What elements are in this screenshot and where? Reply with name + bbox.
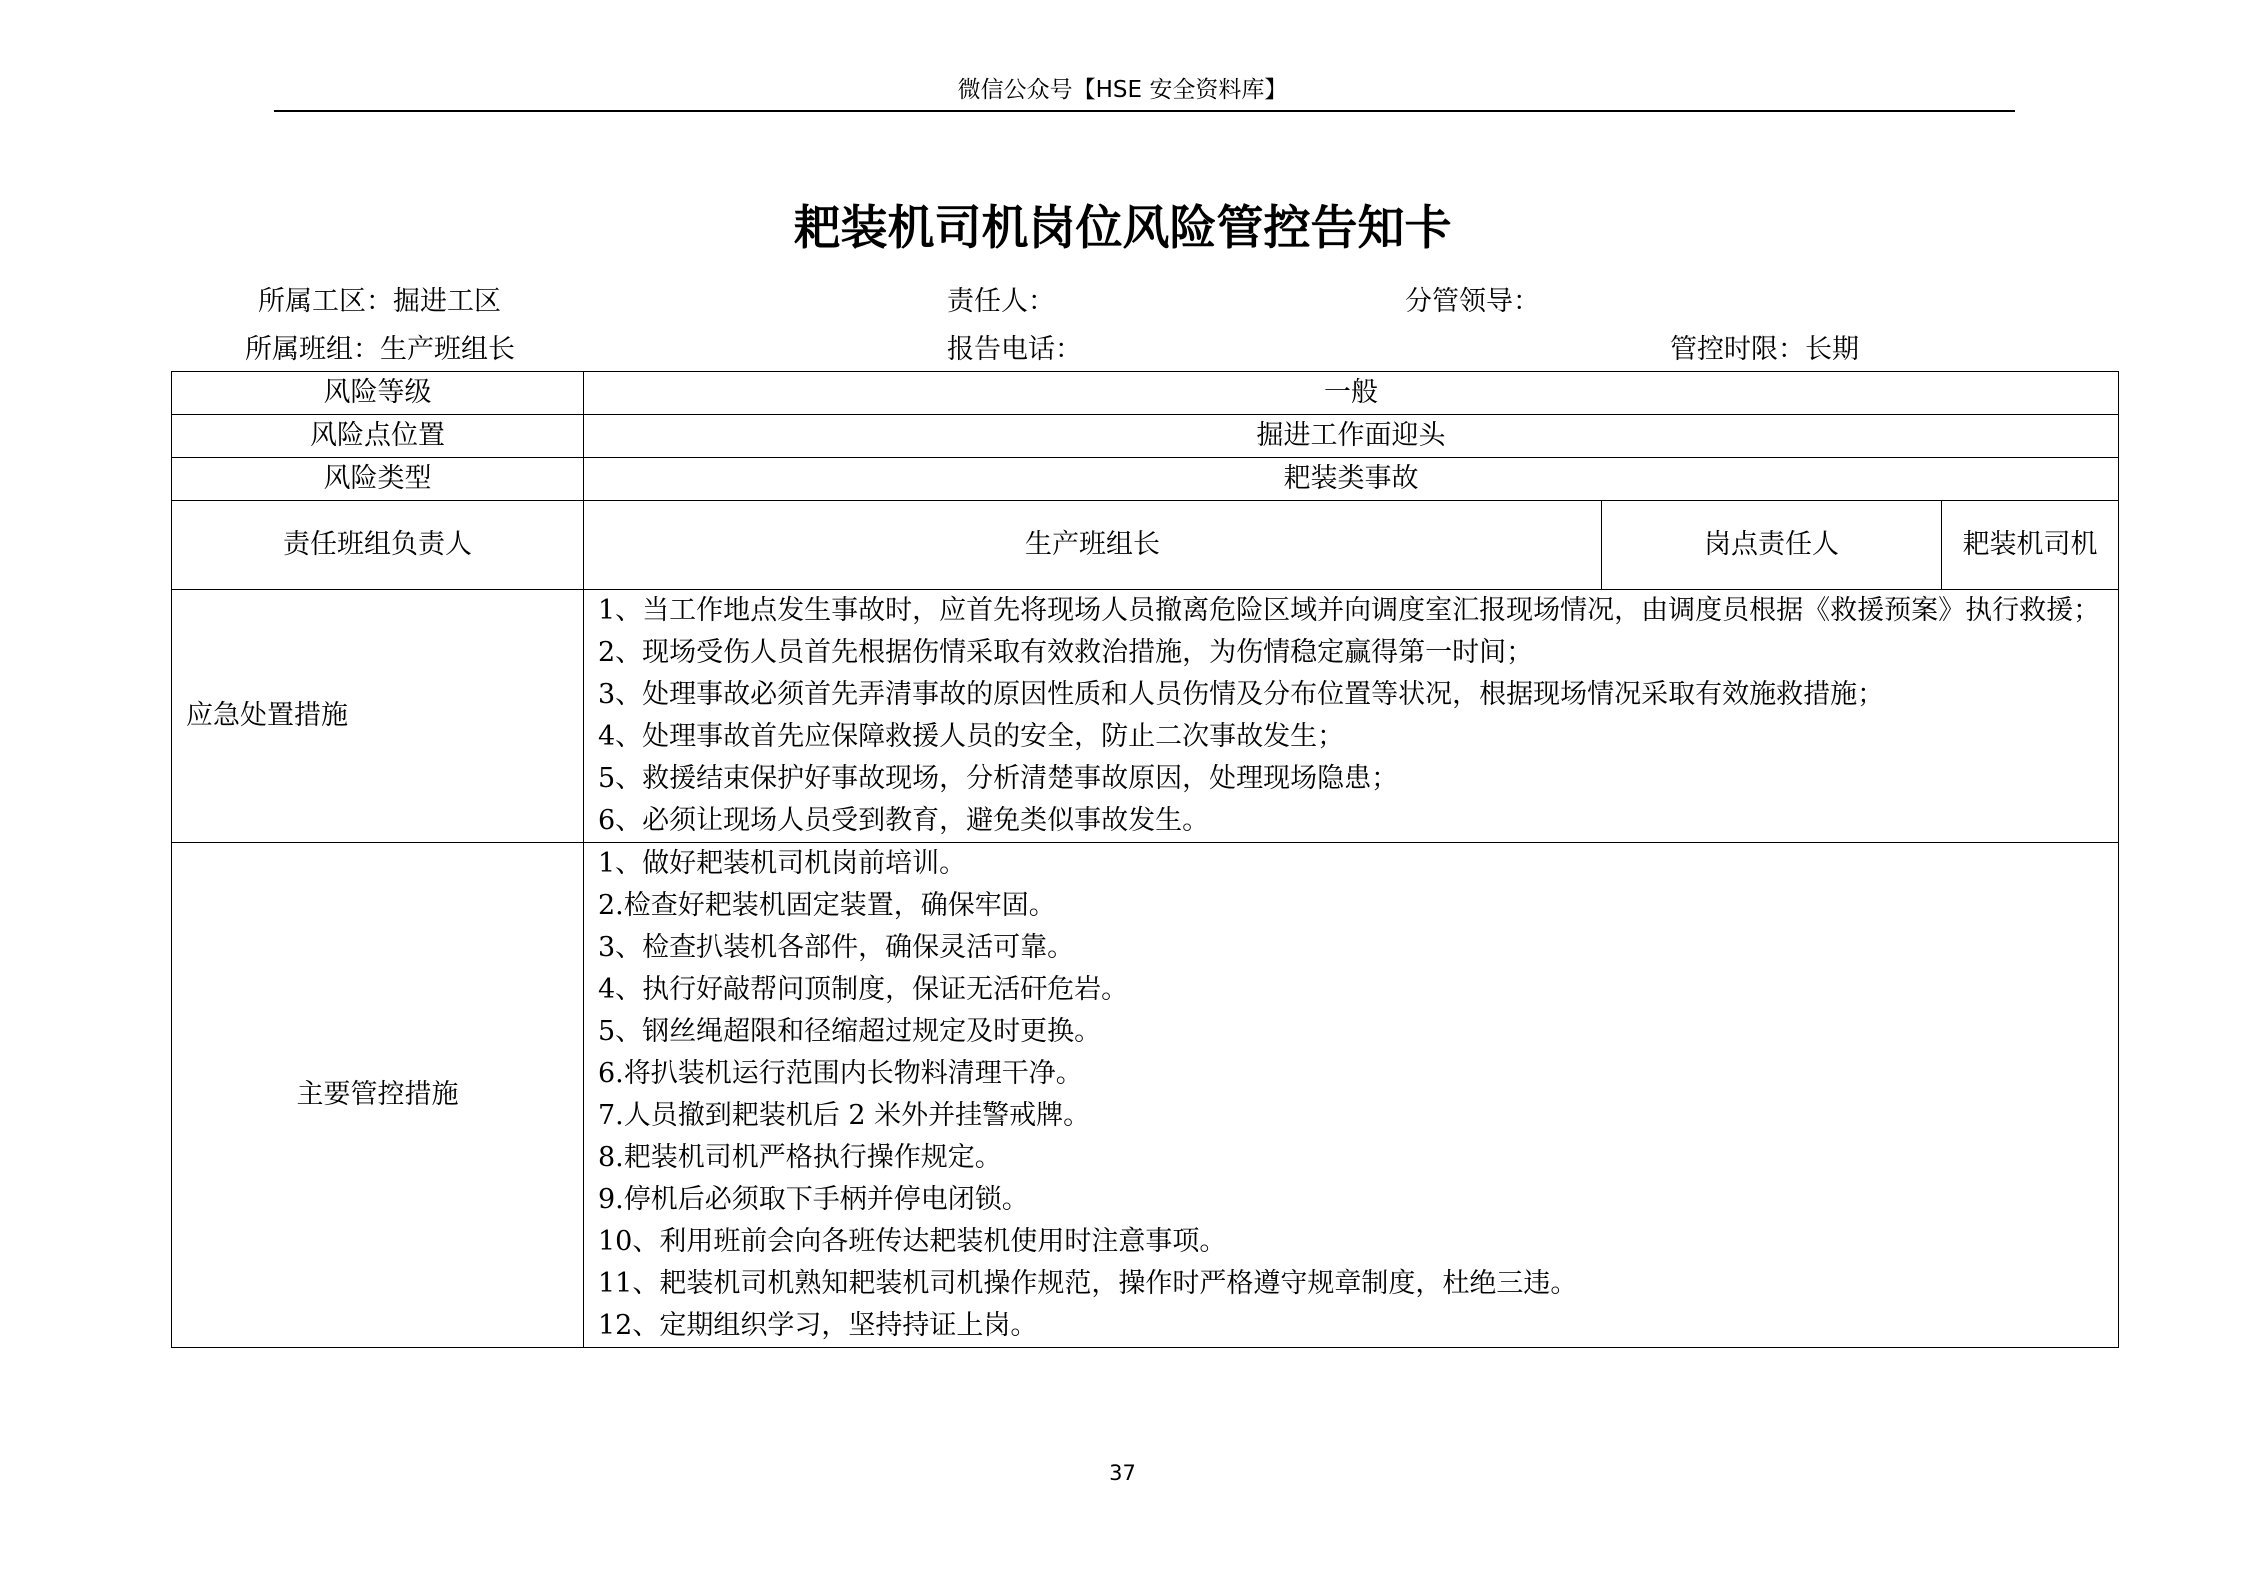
meta-responsible: 责任人： [947, 286, 1055, 317]
page-header: 微信公众号【HSE 安全资料库】 [957, 77, 1288, 103]
control-item: 9.停机后必须取下手柄并停电闭锁。 [598, 1184, 1029, 1215]
row-emergency [172, 590, 2119, 843]
control-item: 3、检查扒装机各部件，确保灵活可靠。 [598, 932, 1075, 963]
control-measures [584, 843, 2119, 1348]
row-risk-location [172, 415, 2119, 458]
risk-location-value: 掘进工作面迎头 [584, 415, 2119, 458]
team-leader-value: 生产班组长 [584, 501, 1602, 590]
control-item: 2.检查好耙装机固定装置，确保牢固。 [598, 890, 1056, 921]
team-leader-label: 责任班组负责人 [172, 501, 584, 590]
risk-level-value: 一般 [584, 372, 2119, 415]
risk-type-label: 风险类型 [172, 458, 584, 501]
control-item: 8.耙装机司机严格执行操作规定。 [598, 1142, 1002, 1173]
meta-leader: 分管领导： [1405, 286, 1540, 317]
meta-period: 管控时限：长期 [1670, 334, 1859, 365]
emergency-item: 2、现场受伤人员首先根据伤情采取有效救治措施，为伤情稳定赢得第一时间； [598, 637, 1534, 668]
control-item: 6.将扒装机运行范围内长物料清理干净。 [598, 1058, 1083, 1089]
emergency-item: 3、处理事故必须首先弄清事故的原因性质和人员伤情及分布位置等状况，根据现场情况采取有效施救措施； [598, 679, 1885, 710]
control-item: 7.人员撤到耙装机后 2 米外并挂警戒牌。 [598, 1100, 1091, 1131]
page-number: 37 [1109, 1461, 1136, 1485]
control-item: 11、耙装机司机熟知耙装机司机操作规范，操作时严格遵守规章制度，杜绝三违。 [598, 1268, 1578, 1299]
control-item: 12、定期组织学习，坚持持证上岗。 [598, 1310, 1038, 1341]
emergency-item: 4、处理事故首先应保障救援人员的安全，防止二次事故发生； [598, 721, 1345, 752]
control-item: 4、执行好敲帮问顶制度，保证无活矸危岩。 [598, 974, 1129, 1005]
emergency-measures [584, 590, 2119, 843]
emergency-item: 1、当工作地点发生事故时，应首先将现场人员撤离危险区域并向调度室汇报现场情况，由调度员根据《救援预案》执行救援； [598, 595, 2101, 626]
meta-area: 所属工区：掘进工区 [258, 286, 501, 317]
post-responsible-label: 岗点责任人 [1602, 501, 1942, 590]
meta-phone: 报告电话： [947, 334, 1082, 365]
control-item: 10、利用班前会向各班传达耙装机使用时注意事项。 [598, 1226, 1227, 1257]
risk-type-value: 耙装类事故 [584, 458, 2119, 501]
emergency-item: 6、必须让现场人员受到教育，避免类似事故发生。 [598, 805, 1210, 836]
risk-card-table [171, 371, 2119, 1348]
risk-location-label: 风险点位置 [172, 415, 584, 458]
emergency-item: 5、救援结束保护好事故现场，分析清楚事故原因，处理现场隐患； [598, 763, 1399, 794]
header-rule [274, 110, 2015, 112]
controls-label: 主要管控措施 [172, 843, 584, 1348]
post-responsible-value: 耙装机司机 [1942, 501, 2119, 590]
meta-team: 所属班组：生产班组长 [245, 334, 515, 365]
row-risk-level [172, 372, 2119, 415]
control-item: 1、做好耙装机司机岗前培训。 [598, 848, 967, 879]
row-team-leader [172, 501, 2119, 590]
risk-level-label: 风险等级 [172, 372, 584, 415]
row-controls [172, 843, 2119, 1348]
page-title: 耙装机司机岗位风险管控告知卡 [793, 201, 1452, 256]
emergency-label: 应急处置措施 [172, 590, 584, 843]
row-risk-type [172, 458, 2119, 501]
control-item: 5、钢丝绳超限和径缩超过规定及时更换。 [598, 1016, 1102, 1047]
